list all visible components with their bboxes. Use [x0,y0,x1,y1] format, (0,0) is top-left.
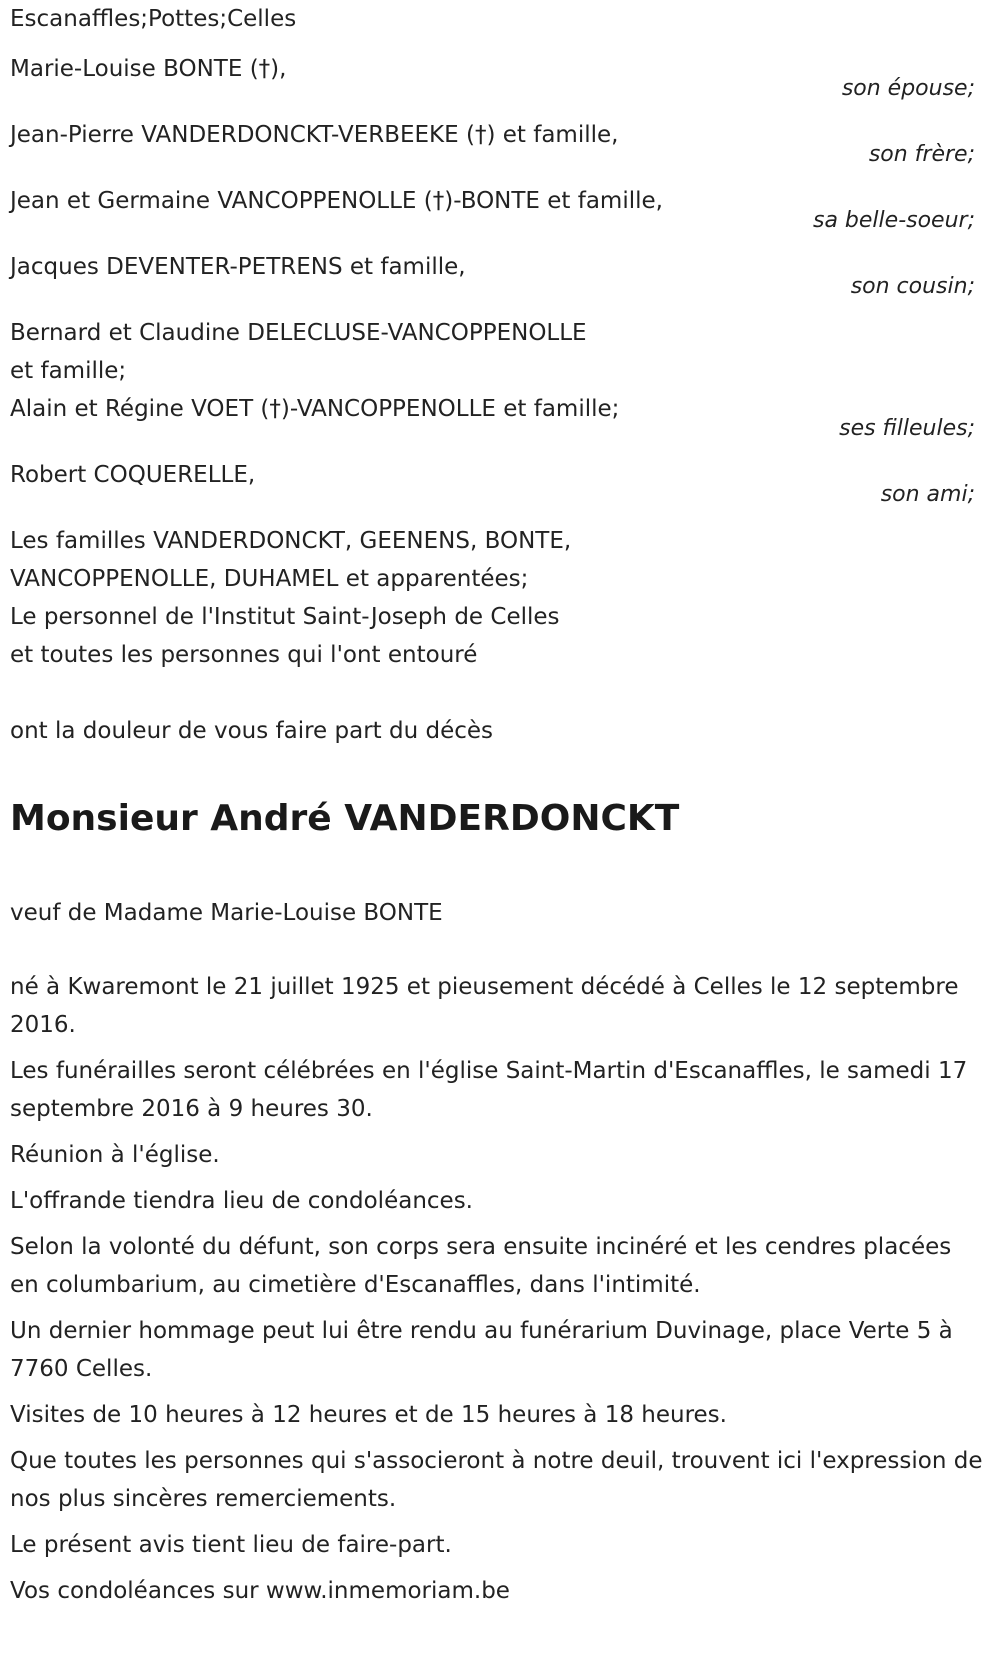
family-entry [10,456,985,508]
meeting-paragraph: Réunion à l'église. [10,1142,220,1168]
family-entry [10,182,985,234]
family-relation: son cousin; [850,274,975,299]
birth-death-paragraph: né à Kwaremont le 21 juillet 1925 et pieusement décédé à Celles le 12 septembre 2016. [10,974,959,1038]
offering-paragraph: L'offrande tiendra lieu de condoléances. [10,1188,473,1214]
family-member-line: Jacques DEVENTER-PETRENS et famille, [10,254,466,280]
family-entry [10,116,985,168]
family-member-line: Alain et Régine VOET (†)-VANCOPPENOLLE et famille; [10,396,620,422]
family-entry [10,50,985,102]
family-member-line: Jean et Germaine VANCOPPENOLLE (†)-BONTE et famille, [10,188,663,214]
visits-paragraph: Visites de 10 heures à 12 heures et de 15 heures à 18 heures. [10,1402,727,1428]
family-member-line: Marie-Louise BONTE (†), [10,56,287,82]
family-member-line: Le personnel de l'Institut Saint-Joseph de Celles [10,604,560,630]
family-member-line: Jean-Pierre VANDERDONCKT-VERBEEKE (†) et famille, [10,122,619,148]
thanks-paragraph: Que toutes les personnes qui s'associeront à notre deuil, trouvent ici l'expression de nos plus sincères remerciements. [10,1448,983,1512]
announcement-text: ont la douleur de vous faire part du décès [10,718,494,744]
condolences-link[interactable]: Vos condoléances sur www.inmemoriam.be [10,1578,510,1604]
family-relation: son ami; [880,482,975,507]
family-entry [10,314,985,442]
funeral-paragraph: Les funérailles seront célébrées en l'église Saint-Martin d'Escanaffles, le samedi 17 septembre 2016 à 9 heures 30. [10,1058,968,1122]
family-member-line: Les familles VANDERDONCKT, GEENENS, BONTE, [10,528,572,554]
obituary-notice [10,0,985,1618]
family-member-line: et toutes les personnes qui l'ont entouré [10,642,478,668]
family-entry [10,522,985,674]
family-member-line: VANCOPPENOLLE, DUHAMEL et apparentées; [10,566,529,592]
notice-paragraph: Le présent avis tient lieu de faire-part. [10,1532,452,1558]
family-relation: ses filleules; [839,416,975,441]
family-relation: son épouse; [841,76,975,101]
family-member-line: Bernard et Claudine DELECLUSE-VANCOPPENOLLE [10,320,587,346]
widower-text: veuf de Madame Marie-Louise BONTE [10,900,443,926]
family-member-line: et famille; [10,358,127,384]
cremation-paragraph: Selon la volonté du défunt, son corps sera ensuite incinéré et les cendres placées en columbarium, au cimetière d'Escanaffles, dans l'intimité. [10,1234,952,1298]
family-member-line: Robert COQUERELLE, [10,462,256,488]
locations-header: Escanaffles;Pottes;Celles [10,6,297,32]
family-relation: sa belle-soeur; [813,208,975,233]
tribute-paragraph: Un dernier hommage peut lui être rendu au funérarium Duvinage, place Verte 5 à 7760 Celles. [10,1318,953,1382]
deceased-name: Monsieur André VANDERDONCKT [10,798,680,839]
family-relation: son frère; [868,142,975,167]
family-entry [10,248,985,300]
